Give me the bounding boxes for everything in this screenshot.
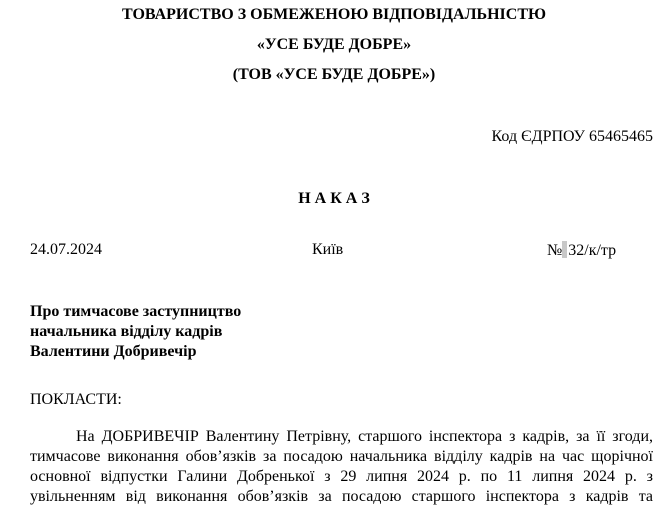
number-sign: № [547, 242, 563, 259]
company-short-name: (ТОВ «УСЕ БУДЕ ДОБРЕ») [232, 66, 436, 83]
document-number [547, 241, 616, 260]
subject-line: Валентини Добривечір [30, 343, 197, 360]
document-title: Н А К А З [298, 190, 370, 207]
company-name: «УСЕ БУДЕ ДОБРЕ» [256, 36, 412, 53]
subject-line: начальника відділу кадрів [30, 323, 223, 340]
form-field-shading[interactable] [562, 241, 567, 258]
document-date: 24.07.2024 [30, 241, 102, 258]
body-line: основної відпустки Галини Добренької з 29 липня 2024 р. по 11 липня 2024 р. з [30, 468, 653, 485]
body-line: На ДОБРИВЕЧІР Валентину Петрівну, старшого інспектора з кадрів, за її згоди, [76, 428, 653, 445]
body-line: увільненням від виконання обов’язків за посадою старшого інспектора з кадрів та [30, 488, 653, 505]
subject-line: Про тимчасове заступництво [30, 303, 242, 320]
number-value: 32/к/тр [568, 242, 617, 259]
order-word: ПОКЛАСТИ: [30, 391, 122, 408]
edrpou-code: Код ЄДРПОУ 65465465 [491, 128, 653, 145]
body-line: тимчасове виконання обов’язків за посадою начальника відділу кадрів на час щорічної [30, 448, 653, 465]
document-city: Київ [312, 241, 344, 258]
company-full-name: ТОВАРИСТВО З ОБМЕЖЕНОЮ ВІДПОВІДАЛЬНІСТЮ [122, 6, 546, 23]
